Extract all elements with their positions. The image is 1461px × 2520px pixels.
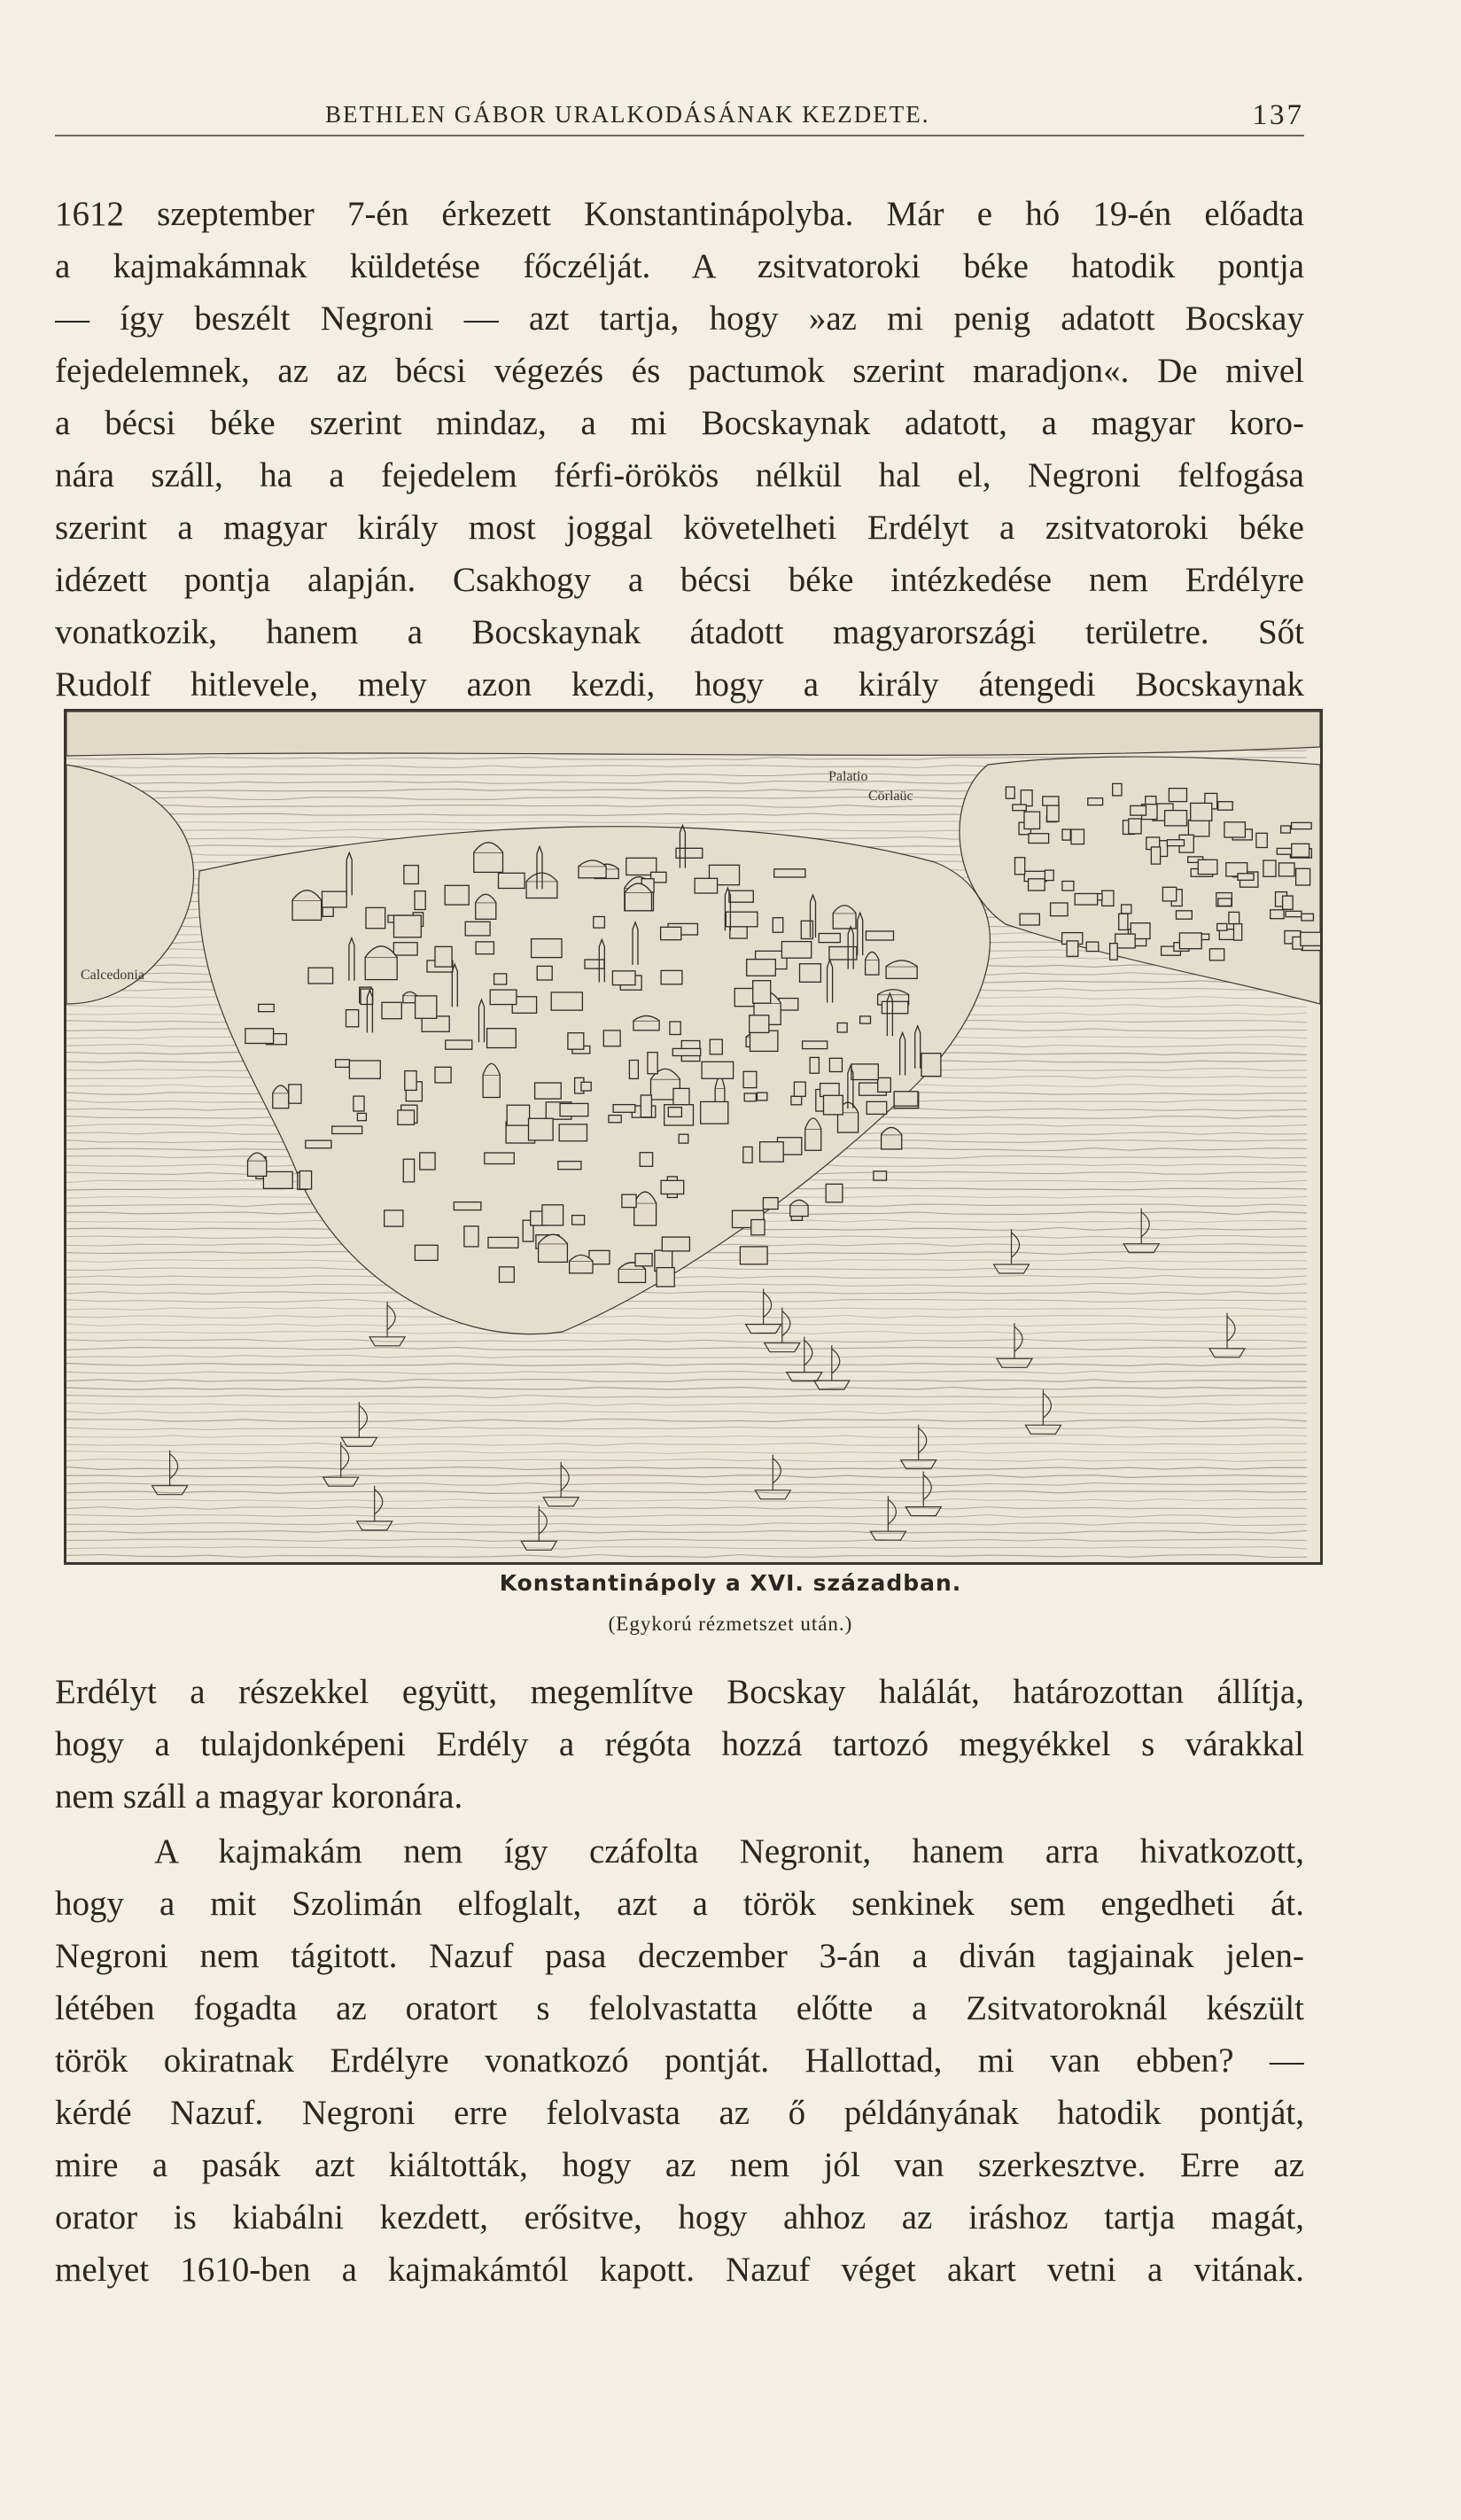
building [454,1202,481,1210]
building [581,1082,591,1091]
building [537,966,552,980]
building [1115,934,1136,948]
building [1129,819,1141,834]
building [292,900,322,920]
building [701,1101,728,1124]
building [747,960,776,976]
building [1045,870,1053,881]
text-line: a kajmakámnak küldetése főczélját. A zsitvatoroki béke hatodik pontja [55,247,1304,285]
building [415,1245,438,1260]
building [1029,879,1045,891]
building [336,1060,350,1068]
text-line: vonatkozik, hanem a Bocskaynak átadott magyarországi területre. Sőt [55,613,1304,651]
building [1188,821,1208,836]
text-line: Rudolf hitlevele, mely azon kezdi, hogy a király átengedi Bocskaynak [55,665,1304,704]
building [542,1205,563,1225]
building [763,1198,778,1209]
building [1071,829,1084,844]
building [612,971,635,985]
building [1047,805,1060,821]
building [354,1096,364,1111]
building [801,921,812,938]
building [357,1113,366,1120]
building [403,996,416,1003]
building [710,1039,722,1054]
building [1043,797,1059,805]
building [819,934,840,943]
building [558,1162,581,1170]
building [779,999,798,1010]
building [1271,910,1284,919]
building [921,1054,941,1077]
building [446,1040,472,1049]
building [635,1254,652,1266]
building [838,1113,859,1133]
building [490,990,517,1005]
text-line: fejedelemnek, az az bécsi végezés és pactumok szerint maradjon«. De mivel [55,352,1304,390]
building [572,1216,585,1225]
text-line: török okiratnak Erdélyre vonatkozó pontját. Hallottad, mi van ebben? — [55,2042,1304,2080]
building [829,1058,842,1071]
text-line: idézett pontja alapján. Csakhogy a bécsi béke intézkedése nem Erdélyre [55,561,1304,599]
building [1224,822,1246,837]
building [1281,826,1291,833]
building [585,960,604,968]
building [1301,932,1320,945]
building [750,1015,769,1033]
text-line: Negroni nem tágitott. Nazuf pasa deczember 3-án a diván tagjainak jelen- [55,1937,1304,1975]
text-line: 1612 szeptember 7-én érkezett Konstantinápolyba. Már e hó 19-én előadta [55,195,1304,233]
building [1296,868,1310,885]
text-line: mire a pasák azt kiáltották, hogy az nem jól van szerkesztve. Erre az [55,2146,1304,2184]
building [672,1048,700,1055]
building [483,1075,500,1097]
figure-caption: Konstantinápoly a XVI. században. [499,1570,962,1596]
building [670,1022,680,1035]
building [874,1171,887,1180]
building [405,1071,416,1091]
building [435,1067,451,1083]
building [332,1126,362,1133]
paragraph-2 [55,1666,1304,1823]
building [773,918,783,933]
building [641,1095,651,1117]
building [1283,896,1294,909]
building [1029,834,1049,844]
building [1209,949,1224,961]
building [1217,923,1227,930]
page-number: 137 [1252,99,1304,131]
building [1110,944,1118,961]
text-line: nem száll a magyar koronára. [55,1777,463,1816]
building [886,967,917,979]
building [393,943,417,955]
text-line: a bécsi béke szerint mindaz, a mi Bocskaynak adatott, a magyar koro- [55,404,1304,442]
building [487,1029,517,1048]
building [1238,874,1254,881]
building [415,891,425,910]
building [539,1244,568,1263]
building [435,946,452,967]
building [661,927,681,939]
building [662,1237,689,1251]
building [579,867,606,878]
building [464,1226,478,1247]
building [882,1001,907,1014]
building [633,1021,659,1031]
building [476,942,493,954]
building [1062,829,1070,840]
building [248,1161,267,1177]
building [1013,805,1026,811]
building [781,942,811,959]
building [1151,847,1160,864]
building [826,1184,843,1202]
building [494,974,507,984]
building [634,1203,657,1225]
building [1051,903,1069,916]
building [1015,858,1025,875]
building [1218,898,1232,906]
building [366,907,385,928]
building [1122,905,1131,914]
building [603,1031,620,1046]
text-line: A kajmakám nem így czáfolta Negronit, hanem arra hivatkozott, [154,1832,1304,1871]
building [323,891,347,907]
building [394,915,422,937]
building [866,1101,887,1114]
building [1179,933,1201,949]
paragraph-1 [55,188,1304,711]
building [744,1093,756,1101]
text-line: hogy a mit Szolimán elfoglalt, azt a török senkinek sem engedheti át. [55,1885,1304,1923]
building [753,981,771,1004]
building [1263,860,1276,876]
building [758,1093,767,1101]
building [760,1142,784,1163]
engraving-label-corlauc: Cörlaüc [868,789,913,804]
building [1169,789,1186,802]
building [866,931,893,940]
building [535,1083,562,1099]
building [560,1103,588,1116]
building [824,1095,843,1115]
paragraph-3 [55,1825,1304,2296]
building [1198,859,1217,874]
building [488,1237,518,1248]
building [837,1023,847,1033]
building [299,1171,311,1190]
building [743,1147,752,1163]
building [648,1053,657,1074]
text-line: létében fogadta az oratort s felolvastatta előtte a Zsitvatoroknál készült [55,1989,1304,2027]
building [774,869,805,877]
building [1062,882,1074,891]
building [679,1134,688,1143]
building [499,873,525,888]
building [529,1118,554,1140]
running-title: BETHLEN GÁBOR URALKODÁSÁNAK KEZDETE. [325,101,930,128]
building [1102,891,1114,906]
building [308,968,333,984]
text-line: nára száll, ha a fejedelem férfi-örökös nélkül hal el, Negroni felfogása [55,456,1304,494]
building [882,1135,902,1149]
building [743,1071,757,1087]
building [1256,833,1267,847]
building [416,996,437,1018]
building [640,1153,652,1167]
building [878,1077,891,1092]
text-line: kérdé Nazuf. Negroni erre felolvasta az ő példányának hatodik pontját, [55,2094,1304,2132]
text-line: melyet 1610-ben a kajmakámtól kapott. Nazuf véget akart vetni a vitának. [55,2251,1304,2289]
building [618,1269,645,1282]
building [661,1180,684,1194]
building [1006,787,1014,798]
building [289,1085,301,1103]
building [1302,914,1314,921]
building [729,891,753,902]
building [445,885,469,905]
building [263,1171,292,1188]
building [1279,863,1295,876]
building [1086,942,1099,952]
building [1024,812,1040,828]
building [613,1105,635,1113]
building [382,1002,401,1018]
building [245,1029,274,1044]
building [750,1031,778,1051]
building [1167,840,1184,846]
building [420,1153,435,1170]
engraving-label-calcedonia: Calcedonia [81,968,144,983]
header-rule [55,135,1304,136]
building [1286,911,1302,916]
building [1021,790,1032,806]
building [866,960,879,975]
building [740,1247,767,1264]
building [751,1220,765,1235]
building [1131,805,1146,815]
building [1146,797,1156,805]
building [791,1096,802,1105]
building [1292,822,1312,828]
building [1088,798,1103,805]
running-head [55,92,1304,136]
building [1119,914,1128,929]
building [622,1194,636,1208]
engraving-figure [64,709,1323,1565]
building [346,1010,359,1027]
building [860,1016,871,1023]
building [805,1129,821,1150]
building [485,1153,515,1164]
building [668,1108,681,1117]
building [1292,844,1309,857]
building [790,1205,808,1216]
building [306,1140,331,1148]
building [551,992,582,1010]
building [532,939,562,958]
building [1277,848,1293,854]
building [894,1092,918,1106]
building [465,922,490,936]
building [349,1061,380,1078]
building [695,878,718,893]
engraving-label-palatio: Palatio [828,769,868,784]
building [568,1033,584,1050]
building [594,917,605,929]
building [398,1110,415,1124]
building [851,1064,878,1080]
building [629,1061,638,1079]
building [1113,783,1122,796]
building [273,1093,289,1108]
building [403,1159,414,1182]
building [559,1124,587,1141]
building [625,892,651,911]
building [800,964,821,983]
text-line: — így beszélt Negroni — azt tartja, hogy »az mi penig adatott Bocskay [55,299,1304,338]
text-line: Erdélyt a részekkel együtt, megemlítve Bocskay halálát, határozottan állítja, [55,1673,1304,1711]
building [1067,941,1078,956]
building [810,1057,819,1073]
building [1218,802,1233,811]
building [803,1041,828,1049]
building [404,866,418,884]
building [259,1004,275,1011]
building [1165,811,1187,826]
figure-subcaption: (Egykorú rézmetszet után.) [608,1613,853,1635]
building [500,1267,515,1282]
building [657,1268,674,1287]
building [820,1084,840,1097]
building [570,1261,593,1273]
building [1234,924,1242,941]
building [365,957,397,979]
building [1229,912,1240,923]
building [476,903,496,920]
building [661,970,682,984]
building [1020,914,1039,925]
building [794,1082,805,1096]
building [1191,803,1212,821]
building [1177,911,1193,919]
building [833,914,856,929]
text-line: orator is kiabálni kezdett, erősitve, hogy ahhoz az iráshoz tartja magát, [55,2198,1304,2236]
building [702,1062,734,1078]
far-hills [66,712,1320,756]
building [829,947,857,961]
text-line: hogy a tulajdonképeni Erdély a régóta hozzá tartozó megyékkel s várakkal [55,1725,1304,1763]
text-line: szerint a magyar király most joggal követelheti Erdélyt a zsitvatoroki béke [55,509,1304,547]
building [1162,887,1176,901]
building [474,852,503,872]
building [507,1105,529,1125]
building [1075,894,1098,906]
building [385,1210,403,1226]
constantinople-engraving [66,712,1320,1562]
building [730,927,747,938]
building [609,1116,621,1123]
